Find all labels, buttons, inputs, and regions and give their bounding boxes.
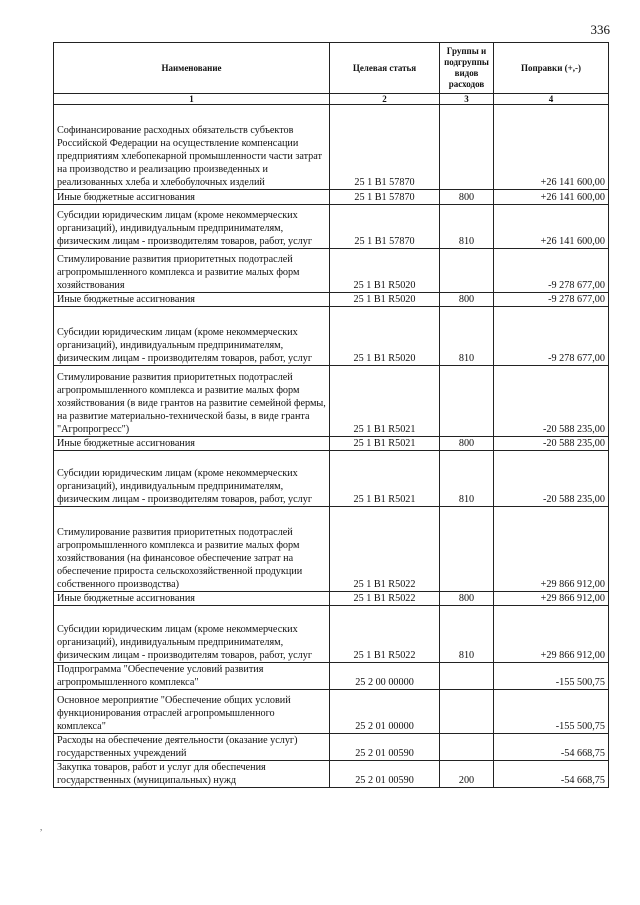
row-name-cell: Иные бюджетные ассигнования [54, 190, 330, 205]
column-number-row [54, 94, 609, 105]
header-name: Наименование [54, 43, 330, 94]
target-article-cell: 25 1 B1 R5020 [330, 293, 440, 307]
table-row [54, 190, 609, 205]
page-number: 336 [590, 22, 610, 37]
amendment-amount-cell: +29 866 912,00 [494, 592, 609, 606]
table-row [54, 734, 609, 761]
amendment-amount-cell: -20 588 235,00 [494, 437, 609, 451]
target-article-cell: 25 2 01 00000 [330, 690, 440, 734]
amendment-amount-cell: -20 588 235,00 [494, 451, 609, 507]
row-name-cell: Субсидии юридическим лицам (кроме некоммерческих организаций), индивидуальным предпринимателям, физическим лицам - производителям товаров, работ, услуг [54, 606, 330, 663]
target-article-cell: 25 1 B1 R5020 [330, 307, 440, 366]
expense-group-cell [440, 663, 494, 690]
target-article-cell: 25 1 B1 R5022 [330, 507, 440, 592]
row-name-cell: Основное мероприятие "Обеспечение общих условий функционирования отраслей агропромышленного комплекса" [54, 690, 330, 734]
header-target-article: Целевая статья [330, 43, 440, 94]
target-article-cell: 25 2 01 00590 [330, 761, 440, 788]
column-number: 3 [440, 94, 494, 105]
amendment-amount-cell: -155 500,75 [494, 690, 609, 734]
expense-group-cell [440, 249, 494, 293]
row-name-cell: Стимулирование развития приоритетных подотраслей агропромышленного комплекса и развитие малых форм хозяйствования [54, 249, 330, 293]
amendment-amount-cell: +29 866 912,00 [494, 507, 609, 592]
target-article-cell: 25 1 B1 R5020 [330, 249, 440, 293]
row-name-cell: Подпрограмма "Обеспечение условий развития агропромышленного комплекса" [54, 663, 330, 690]
amendment-amount-cell: -9 278 677,00 [494, 293, 609, 307]
table-row [54, 437, 609, 451]
row-name-cell: Закупка товаров, работ и услуг для обеспечения государственных (муниципальных) нужд [54, 761, 330, 788]
row-name-cell: Субсидии юридическим лицам (кроме некоммерческих организаций), индивидуальным предпринимателям, физическим лицам - производителям товаров, работ, услуг [54, 307, 330, 366]
target-article-cell: 25 1 B1 R5021 [330, 451, 440, 507]
table-row [54, 761, 609, 788]
expense-group-cell: 800 [440, 190, 494, 205]
expense-group-cell: 810 [440, 307, 494, 366]
row-name-cell: Стимулирование развития приоритетных подотраслей агропромышленного комплекса и развитие малых форм хозяйствования (на финансовое обеспечение затрат на обеспечение прироста сельскохозяйственной продукции собственного производства) [54, 507, 330, 592]
expense-group-cell: 800 [440, 293, 494, 307]
expense-group-cell [440, 507, 494, 592]
target-article-cell: 25 1 B1 R5022 [330, 606, 440, 663]
target-article-cell: 25 2 01 00590 [330, 734, 440, 761]
expense-group-cell: 810 [440, 606, 494, 663]
target-article-cell: 25 1 B1 R5021 [330, 366, 440, 437]
expense-group-cell [440, 734, 494, 761]
row-name-cell: Иные бюджетные ассигнования [54, 437, 330, 451]
row-name-cell: Иные бюджетные ассигнования [54, 592, 330, 606]
expense-group-cell [440, 105, 494, 190]
table-row [54, 663, 609, 690]
table-row [54, 592, 609, 606]
table-row [54, 249, 609, 293]
table-row [54, 205, 609, 249]
amendment-amount-cell: +26 141 600,00 [494, 205, 609, 249]
table-row [54, 366, 609, 437]
expense-group-cell [440, 690, 494, 734]
column-number: 4 [494, 94, 609, 105]
expense-group-cell: 800 [440, 437, 494, 451]
amendment-amount-cell: -9 278 677,00 [494, 307, 609, 366]
table-row [54, 451, 609, 507]
amendment-amount-cell: +26 141 600,00 [494, 190, 609, 205]
header-expense-groups: Группы и подгруппы видов расходов [440, 43, 494, 94]
row-name-cell: Субсидии юридическим лицам (кроме некоммерческих организаций), индивидуальным предпринимателям, физическим лицам - производителям товаров, работ, услуг [54, 451, 330, 507]
amendment-amount-cell: -54 668,75 [494, 761, 609, 788]
row-name-cell: Расходы на обеспечение деятельности (оказание услуг) государственных учреждений [54, 734, 330, 761]
expense-group-cell: 810 [440, 451, 494, 507]
table-row [54, 507, 609, 592]
table-row [54, 293, 609, 307]
table-row [54, 606, 609, 663]
budget-amendments-table [53, 42, 609, 788]
row-name-cell: Софинансирование расходных обязательств субъектов Российской Федерации на осуществление компенсации предприятиям хлебопекарной промышленности части затрат на производство и реализацию произведенных и реализованных хлеба и хлебобулочных изделий [54, 105, 330, 190]
target-article-cell: 25 2 00 00000 [330, 663, 440, 690]
amendment-amount-cell: -155 500,75 [494, 663, 609, 690]
amendment-amount-cell: -9 278 677,00 [494, 249, 609, 293]
column-number: 1 [54, 94, 330, 105]
row-name-cell: Иные бюджетные ассигнования [54, 293, 330, 307]
column-number: 2 [330, 94, 440, 105]
row-name-cell: Стимулирование развития приоритетных подотраслей агропромышленного комплекса и развитие малых форм хозяйствования (в виде грантов на развитие семейной фермы, на развитие материально-технической базы, в виде гранта "Агропрогресс") [54, 366, 330, 437]
target-article-cell: 25 1 B1 57870 [330, 190, 440, 205]
expense-group-cell: 200 [440, 761, 494, 788]
margin-mark: , [40, 822, 43, 832]
table-row [54, 690, 609, 734]
target-article-cell: 25 1 B1 57870 [330, 105, 440, 190]
amendment-amount-cell: +26 141 600,00 [494, 105, 609, 190]
amendment-amount-cell: +29 866 912,00 [494, 606, 609, 663]
target-article-cell: 25 1 B1 R5022 [330, 592, 440, 606]
expense-group-cell: 800 [440, 592, 494, 606]
table-row [54, 307, 609, 366]
target-article-cell: 25 1 B1 R5021 [330, 437, 440, 451]
expense-group-cell: 810 [440, 205, 494, 249]
header-amendments: Поправки (+,-) [494, 43, 609, 94]
header-row [54, 43, 609, 94]
amendment-amount-cell: -20 588 235,00 [494, 366, 609, 437]
table-row [54, 105, 609, 190]
expense-group-cell [440, 366, 494, 437]
target-article-cell: 25 1 B1 57870 [330, 205, 440, 249]
amendment-amount-cell: -54 668,75 [494, 734, 609, 761]
row-name-cell: Субсидии юридическим лицам (кроме некоммерческих организаций), индивидуальным предпринимателям, физическим лицам - производителям товаров, работ, услуг [54, 205, 330, 249]
